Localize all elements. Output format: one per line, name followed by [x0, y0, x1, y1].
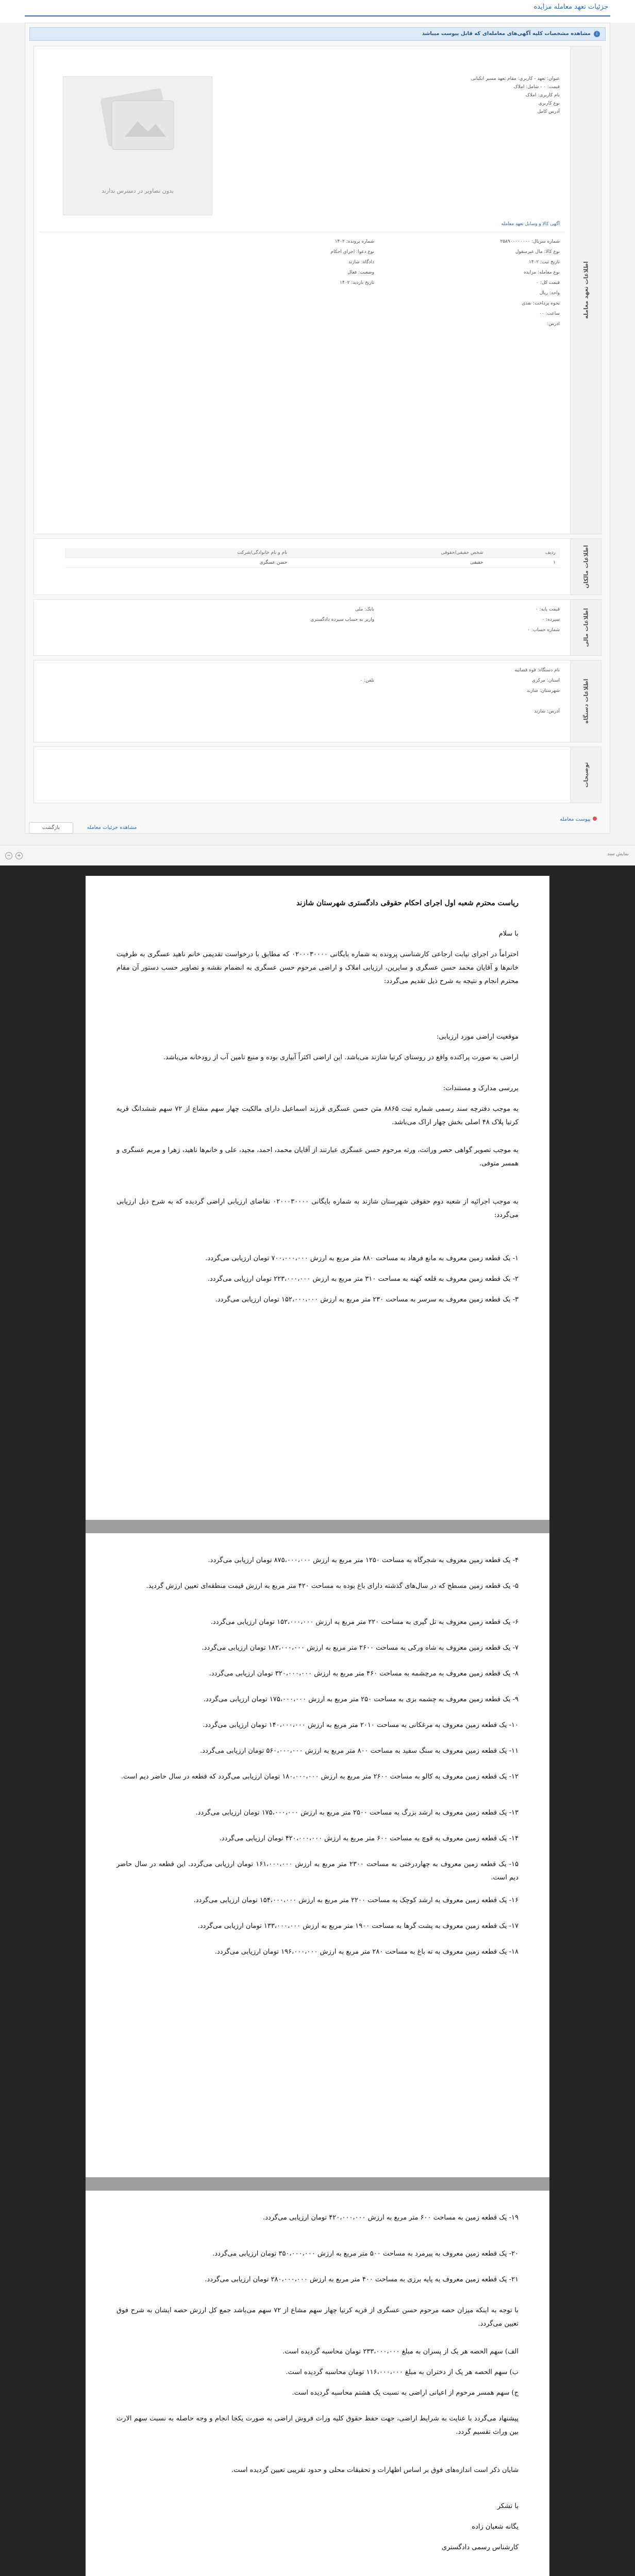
- document-paragraph: ج) سهم همسر مرحوم از اعیانی اراضی به نسبت یک هشتم محاسبه گردیده است.: [292, 2389, 519, 2397]
- detail-field: تاریخ بازدید: ۱۴۰۲: [340, 280, 374, 285]
- detail-field: نوع دعوا: اجرای احکام: [330, 249, 374, 255]
- list-item: ۱۱- یک قطعه زمین معروف به سنگ سفید به مساحت ۸۰۰ متر مربع به ارزش ۵۶۰،۰۰۰،۰۰۰ تومان ارزیابی می‌گردد.: [200, 1747, 519, 1755]
- viewer-title: نمایش سند: [607, 852, 629, 857]
- document-paragraph: به موجب تصویر گواهی حصر وراثت، ورثه مرحوم حسن عسگری عبارتند از آقایان محمد، احمد، مجید، علی و خانم‌ها ناهید، زهرا و مریم عسگری و همسر متوفی.: [116, 1146, 519, 1167]
- list-item: ۸- یک قطعه زمین معروف به مرچشمه به مساحت ۴۶۰ متر مربع به ارزش ۳۲۰،۰۰۰،۰۰۰ تومان ارزیابی می‌گردد.: [209, 1670, 519, 1677]
- list-item: ۱۳- یک قطعه زمین معروف به ارشد بزرگ به مساحت ۲۵۰۰ متر مربع به ارزش ۱۷۵،۰۰۰،۰۰۰ تومان ارزیابی می‌گردد.: [195, 1809, 519, 1817]
- document-paragraph: احتراماً در اجرای نیابت ارجاعی کارشناسی پرونده به شماره بایگانی ۰۲۰۰۰۳۰۰۰۰ که مطابق با درخواست تقدیمی خانم ناهید عسگری به طرفیت خانم‌ها و آقایان محمد حسن عسگری و سایرین، ارزیابی املاک و اراضی مرحوم حسن عسگری به انضمام نقشه و تصاویر حسب دستور آن مقام محترم انجام و نتیجه به شرح ذیل تقدیم می‌گردد:: [116, 951, 519, 985]
- page-gap: [86, 1520, 549, 1533]
- photo-caption: بدون تصاویر در دسترس ندارند: [102, 188, 174, 194]
- document-page: [86, 1533, 549, 2177]
- signer-name: یگانه شعبان زاده: [472, 2523, 519, 2531]
- list-item: ۱۷- یک قطعه زمین معروف به پشت گرها به مساحت ۱۹۰۰ متر مربع به ارزش ۱۳۳،۰۰۰،۰۰۰ تومان ارزیابی می‌گردد.: [197, 1922, 519, 1930]
- list-item: ۱۰- یک قطعه زمین معروف به مرغکانی به مساحت ۲۰۱۰ متر مربع به ارزش ۱۴۰،۰۰۰،۰۰۰ تومان ارزیابی می‌گردد.: [203, 1721, 519, 1729]
- photo-placeholder: [63, 76, 212, 215]
- section-owners: [34, 538, 601, 595]
- detail-field: نام کاربری: املاک: [525, 93, 560, 98]
- document-paragraph: موقعیت اراضی مورد ارزیابی:: [437, 1033, 519, 1041]
- list-item: ۲- یک قطعه زمین معروف به قلعه کهنه به مساحت ۳۱۰ متر مربع به ارزش ۲۲۳،۰۰۰،۰۰۰ تومان ارزیابی می‌گردد.: [207, 1275, 519, 1283]
- detail-field: قیمت کل: ۰: [536, 280, 560, 285]
- document-paragraph: پیشنهاد می‌گردد با عنایت به شرایط اراضی، جهت حفظ حقوق کلیه وراث فروش اراضی به صورت یکجا انجام و وجه حاصله به نسبت سهم الارث بین وراث تقسیم گردد.: [116, 2415, 519, 2436]
- table-header: شخص حقیقی/حقوقی: [291, 548, 487, 558]
- list-item: ۷- یک قطعه زمین معروف به شاه ورکی به مساحت ۲۶۰۰ متر مربع به ارزش ۱۸۲،۰۰۰،۰۰۰ تومان ارزیابی می‌گردد.: [202, 1644, 519, 1652]
- detail-field: نحوه پرداخت: نقدی: [522, 301, 560, 306]
- detail-field: عنوان: تعهد - کاربری: مقام تعهد مسیر انکبانی: [471, 76, 560, 81]
- ad-link[interactable]: آگهی کالا و وسایل تعهد معامله: [501, 222, 560, 227]
- page-gap: [86, 2177, 549, 2191]
- document-paragraph: الف) سهم الحصه هر یک از پسران به مبلغ ۲۳۳،۰۰۰،۰۰۰ تومان محاسبه گردیده است.: [282, 2348, 519, 2355]
- top-bar: [0, 0, 635, 23]
- detail-field: شماره پرونده: ۱۴۰۲: [335, 239, 374, 244]
- image-placeholder-icon: [89, 88, 187, 165]
- section-financial-label: اطلاعات مالی: [570, 600, 601, 655]
- info-icon: i: [594, 31, 600, 37]
- detail-field: نوع کاربری: [538, 101, 560, 106]
- title-underline: [25, 15, 610, 16]
- detail-field: واحد: ریال: [539, 291, 560, 296]
- detail-field: قیمت: ۰ - شامل: املاک: [513, 84, 560, 90]
- detail-field: ساعت: ۰۰: [539, 311, 560, 316]
- document-paragraph: اراضی به صورت پراکنده واقع در روستای کرتیا شازند می‌باشد. این اراضی اکثراً آبیاری بوده و منبع تامین آب از رودخانه می‌باشد.: [163, 1054, 519, 1061]
- financial-field: شماره حساب: ۰: [527, 628, 560, 633]
- device-field: نام دستگاه: قوه قضاییه: [514, 668, 560, 673]
- back-button[interactable]: بازگشت: [29, 822, 73, 834]
- list-item: ۱۶- یک قطعه زمین معروف به ارشد کوچک به مساحت ۲۲۰۰ متر مربع به ارزش ۱۵۴،۰۰۰،۰۰۰ تومان ارزیابی می‌گردد.: [193, 1896, 519, 1904]
- section-details: [34, 46, 601, 534]
- detail-field: تاریخ ثبت: ۱۴۰۲: [528, 260, 560, 265]
- owners-table: [65, 548, 560, 568]
- zoom-in-icon[interactable]: +: [15, 852, 23, 859]
- detail-field: آدرس کامل: [537, 109, 560, 114]
- list-item: ۱۵- یک قطعه زمین معروف به چهاردرختی به مساحت ۲۳۰۰ متر مربع به ارزش ۱۶۱،۰۰۰،۰۰۰ تومان ارزیابی می‌گردد. این قطعه در سال حاضر دیم است.: [116, 1860, 519, 1882]
- list-item: ۹- یک قطعه زمین معروف به چشمه بزی به مساحت ۲۵۰ متر مربع به ارزش ۱۷۵،۰۰۰،۰۰۰ تومان ارزیابی می‌گردد.: [203, 1696, 519, 1703]
- detail-field: نوع معامله: مزایده: [523, 270, 560, 275]
- table-row: [65, 558, 560, 568]
- list-item: ۲۰- یک قطعه زمین معروف به پیرمرد به مساحت ۵۰۰ متر مربع به ارزش ۳۵۰،۰۰۰،۰۰۰ تومان ارزیابی می‌گردد.: [212, 2250, 519, 2258]
- attachment-icon: [593, 817, 597, 821]
- table-header: ردیف: [487, 548, 560, 558]
- table-header-row: [65, 548, 560, 558]
- section-owners-label: اطلاعات مالکان: [570, 539, 601, 595]
- detail-field: شماره سریال: ۲۵۸۹۰۰۰۰۰۰۰۰: [500, 239, 560, 244]
- table-cell: حسن عسگری: [65, 558, 291, 568]
- section-description-label: توضیحات: [570, 747, 601, 803]
- detail-field: دادگاه: شازند: [348, 260, 374, 265]
- document-page: [86, 876, 549, 1520]
- table-cell: حقیقی: [291, 558, 487, 568]
- document-title: ریاست محترم شعبه اول اجرای احکام حقوقی دادگستری شهرستان شازند: [296, 899, 519, 907]
- document-page: [86, 2191, 549, 2576]
- info-alert-text: مشاهده مشخصات کلیه آگهی‌های معامله‌ای که قابل پیوست میباشد: [422, 31, 591, 37]
- section-device-label: اطلاعات دستگاه: [570, 660, 601, 742]
- list-item: ۶- یک قطعه زمین معروف به تل گیری به مساحت ۲۲۰ متر مربع به ارزش ۱۵۲،۰۰۰،۰۰۰ تومان ارزیابی می‌گردد.: [210, 1618, 519, 1626]
- document-salutation: با سلام: [498, 930, 519, 938]
- details-panel: [25, 23, 610, 834]
- device-field: استان: مرکزی: [531, 678, 560, 683]
- document-paragraph: ب) سهم الحصه هر یک از دختران به مبلغ ۱۱۶،۰۰۰،۰۰۰ تومان محاسبه گردیده است.: [286, 2368, 519, 2376]
- document-paragraph: به موجب دفترچه سند رسمی شماره ثبت ۸۸۶۵ متن حسن عسگری فرزند اسماعیل دارای مالکیت چهار سهم مشاع از ۷۲ سهم ششدانگ قریه کرتیا پلاک ۴۸ اصلی بخش چهار اراک می‌باشد.: [116, 1105, 519, 1126]
- detail-field: وضعیت: فعال: [347, 270, 374, 275]
- table-cell: ۱: [487, 558, 560, 568]
- list-item: ۱۹- یک قطعه زمین به مساحت ۶۰۰ متر مربع به ارزش ۴۲۰،۰۰۰،۰۰۰ تومان ارزیابی می‌گردد.: [263, 2214, 519, 2222]
- section-description: [34, 747, 601, 803]
- list-item: ۵- یک قطعه زمین مسطح که در سال‌های گذشته دارای باغ بوده به مساحت ۴۲۰ متر مربع به ارزش قیمت منطقه‌ای تعیین ارزش گردید.: [146, 1582, 519, 1590]
- financial-field: بانک: ملی: [355, 607, 374, 612]
- zoom-out-icon[interactable]: −: [5, 852, 12, 859]
- section-device: [34, 660, 601, 742]
- detail-field: نوع کالا: مال غیرمنقول: [515, 249, 560, 255]
- list-item: ۱۴- یک قطعه زمین معروف به قوچ به مساحت ۶۰۰ متر مربع به ارزش ۴۲۰،۰۰۰،۰۰۰ تومان ارزیابی می‌گردد.: [219, 1835, 519, 1842]
- list-item: ۱۸- یک قطعه زمین معروف به ته باغ به مساحت ۲۸۰ متر مربع به ارزش ۱۹۶،۰۰۰،۰۰۰ تومان ارزیابی می‌گردد.: [214, 1948, 519, 1956]
- document-viewer-toolbar: [0, 845, 635, 866]
- list-item: ۴- یک قطعه زمین معروف به شجرگاه به مساحت ۱۲۵۰ متر مربع به ارزش ۸۷۵،۰۰۰،۰۰۰ تومان ارزیابی می‌گردد.: [208, 1556, 519, 1564]
- signer-title: کارشناس رسمی دادگستری: [441, 2544, 519, 2551]
- info-alert: [29, 27, 606, 41]
- section-details-label: اطلاعات تعهد معامله: [570, 46, 601, 534]
- device-field: تلفن: ۰: [360, 678, 374, 683]
- device-field: شهرستان: شازند: [526, 688, 560, 693]
- page-title: جزئیات تعهد معامله مزایده: [533, 3, 608, 11]
- financial-field: سپرده: ۰: [542, 617, 560, 622]
- attachment-button[interactable]: پیوست معامله: [549, 815, 607, 824]
- document-paragraph: بررسی مدارک و مستندات:: [443, 1084, 519, 1092]
- list-item: ۱۲- یک قطعه زمین معروف به کالو به مساحت ۲۶۰۰ متر مربع به ارزش ۱۸۰،۰۰۰،۰۰۰ تومان ارزیابی می‌گردد که قطعه در سال حاضر دیم است.: [121, 1773, 519, 1781]
- financial-field: واریز به حساب سپرده دادگستری: [310, 617, 374, 622]
- document-paragraph: به موجب اجرائیه از شعبه دوم حقوقی شهرستان شازند به شماره بایگانی ۰۲۰۰۰۳۰۰۰۰ تقاضای ارزیابی اراضی گردیده که به شرح ذیل ارزیابی می‌گردد:: [116, 1198, 519, 1219]
- device-field: آدرس: شازند: [534, 709, 560, 714]
- financial-field: قیمت پایه: ۰: [535, 607, 560, 612]
- list-item: ۳- یک قطعه زمین معروف به سرسر به مساحت ۲۳۰ متر مربع به ارزش ۱۵۲،۰۰۰،۰۰۰ تومان ارزیابی می‌گردد.: [215, 1296, 519, 1303]
- detail-field: ادرس:: [547, 321, 560, 327]
- list-item: ۲۱- یک قطعه زمین معروف به پایه برزی به مساحت ۴۰۰ متر مربع به ارزش ۲۸۰،۰۰۰،۰۰۰ تومان ارزیابی می‌گردد.: [205, 2276, 519, 2283]
- list-item: ۱- یک قطعه زمین معروف به مانع فرهاد به مساحت ۸۸۰ متر مربع به ارزش ۷۰۰،۰۰۰،۰۰۰ تومان ارزیابی می‌گردد.: [205, 1255, 519, 1262]
- document-paragraph: با توجه به اینکه میزان حصه مرحوم حسن عسگری از قریه کرتیا چهار سهم مشاع از ۷۲ سهم می‌باشد جمع کل ارزش حصه ایشان به شرح فوق تعیین می‌گردد.: [116, 2307, 519, 2328]
- document-paragraph: شایان ذکر است اندازه‌های فوق بر اساس اظهارات و تحقیقات محلی و حدود تقریبی تعیین گردیده است.: [231, 2466, 519, 2474]
- table-header: نام و نام خانوادگی/شرکت: [65, 548, 291, 558]
- view-details-link[interactable]: مشاهده جزئیات معامله: [87, 825, 137, 831]
- document-closing: با تشکر: [497, 2502, 519, 2510]
- section-financial: [34, 599, 601, 656]
